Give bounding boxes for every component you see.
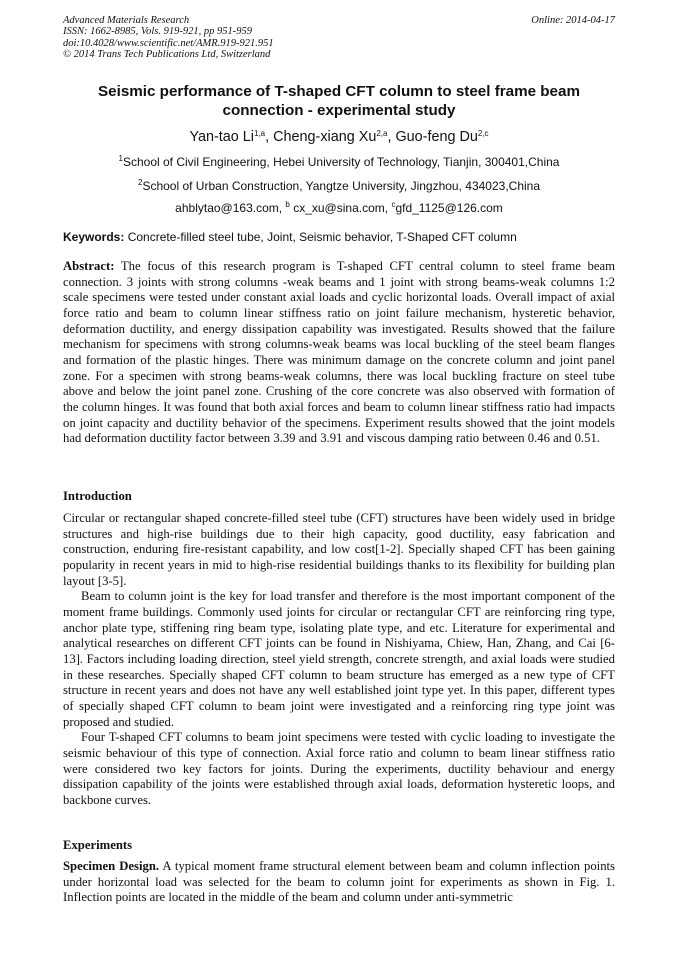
affiliation-text: School of Urban Construction, Yangtze University, Jingzhou, 434023,China: [142, 179, 541, 193]
abstract-paragraph: [63, 259, 615, 447]
keywords-line: [63, 230, 615, 244]
keywords-label: Keywords:: [63, 230, 125, 244]
author-emails: [63, 201, 615, 215]
author-separator: ,: [387, 129, 396, 145]
author-affiliation-mark: 2,a: [376, 129, 388, 138]
introduction-paragraph: Beam to column joint is the key for load transfer and therefore is the most important component of the moment frame buildings. Commonly used joints for circular or rectangular CFT are reinforcing ring type, anchor plate type, stiffening ring beam type, isolating plate type, and etc. Literature for experimental and analytical researches on different CFT joints can be found in Nishiyama, Chiew, Han, Zhang, and Cai [6-13]. Factors including loading direction, steel yield strength, concrete strength, and axial loads were studied in these researches. Specially shaped CFT column to beam structure has emerged as a new type of CFT structure in recent years and does not have any well established joint type yet. In this paper, different types of specially shaped CFT column to beam joint were investigated and a reinforcing ring type joint was proposed and studied.: [63, 589, 615, 729]
abstract-text: The focus of this research program is T-shaped CFT central column to steel frame beam connection. 3 joints with strong columns -weak beams and 1 joint with strong beams-weak columns 1:2 scale specimens were tested under constant axial loads and cyclic horizontal loads. Overall impact of axial force ratio and beam to column linear stiffness ratio on joint failure mechanism, hysteretic behavior, deformation ductility, and energy dissipation capability was investigated. Results showed that the failure mechanism for specimens with strong columns-weak beams was local buckling of the steel beam flanges and formation of the plastic hinges. There was minimum damage on the concrete column and joint panel zone. For a specimen with strong beams-weak columns, there was local buckling fracture on steel tube above and below the joint panel zone. Crushing of the core concrete was also observed with formation of the column hinges. It was found that both axial forces and beam to column linear stiffness ratio had impacts on joint capacity and ductility behavior of the specimens. Experiment results showed that the joint models had deformation ductility factor between 3.39 and 3.91 and viscous damping ratio between 0.46 and 0.51.: [63, 259, 615, 446]
keywords-text: Concrete-filled steel tube, Joint, Seismic behavior, T-Shaped CFT column: [124, 230, 517, 244]
abstract-label: Abstract:: [63, 259, 115, 273]
email-mark: b: [285, 200, 290, 209]
author-name: Yan-tao Li: [189, 129, 254, 145]
paper-title: [63, 82, 615, 120]
affiliation-text: School of Civil Engineering, Hebei University of Technology, Tianjin, 300401,China: [122, 155, 560, 169]
introduction-heading: Introduction: [63, 489, 132, 503]
introduction-paragraph: Circular or rectangular shaped concrete-filled steel tube (CFT) structures have been widely used in bridge structures and high-rise buildings due to their high capacity, good ductility, easy fabrication and construction, enduring fire-resistant capability, and low cost[1-2]. Specially shaped CFT has been gaining popularity in recent years in mid to high-rise residential buildings thanks to its flexibility for building plan layout [3-5].: [63, 511, 615, 588]
author-affiliation-mark: 2,c: [477, 129, 489, 138]
introduction-paragraph: Four T-shaped CFT columns to beam joint specimens were tested with cyclic loading to investigate the seismic behaviour of this type of connection. Axial force ratio and column to beam linear stiffness ratio were considered two key factors for joints. During the experiments, ductility behaviour and energy dissipation capability of the joints were established through axial loads, deformation hysteretic loops, and backbone curves.: [63, 730, 615, 807]
title-line-2: connection - experimental study: [222, 102, 456, 119]
journal-name: Advanced Materials Research: [63, 15, 190, 26]
online-date: Online: 2014-04-17: [531, 15, 615, 26]
author-name: Cheng-xiang Xu: [273, 129, 377, 145]
email-mark: c: [391, 200, 396, 209]
author-list: [63, 128, 615, 146]
copyright-line: © 2014 Trans Tech Publications Ltd, Switzerland: [63, 48, 271, 60]
affiliation-mark: 1: [118, 154, 123, 163]
author-affiliation-mark: 1,a: [254, 129, 266, 138]
experiments-heading: Experiments: [63, 838, 133, 852]
experiments-text: A typical moment frame structural element between beam and column inflection points under horizontal load was selected for the beam to column joint for experiments as shown in Fig. 1. Inflection points are located in the middle of the beam and column under anti-symmetric: [63, 859, 615, 905]
doi-line: doi:10.4028/www.scientific.net/AMR.919-921.951: [63, 37, 274, 49]
email-address: gfd_1125@126.com: [395, 201, 503, 215]
email-address: ahblytao@163.com,: [175, 201, 286, 215]
author-separator: ,: [265, 129, 274, 145]
issn-line: ISSN: 1662-8985, Vols. 919-921, pp 951-959: [63, 26, 252, 38]
introduction-body: [63, 511, 615, 808]
affiliation-1: [63, 155, 615, 169]
affiliation-mark: 2: [137, 178, 143, 187]
title-line-1: Seismic performance of T-shaped CFT column to steel frame beam: [98, 83, 580, 100]
author-name: Guo-feng Du: [395, 129, 478, 145]
specimen-design-label: Specimen Design.: [63, 859, 160, 873]
affiliation-2: [63, 179, 615, 193]
email-address: cx_xu@sina.com,: [289, 201, 392, 215]
experiments-paragraph: [63, 859, 615, 906]
journal-header: [63, 15, 423, 60]
